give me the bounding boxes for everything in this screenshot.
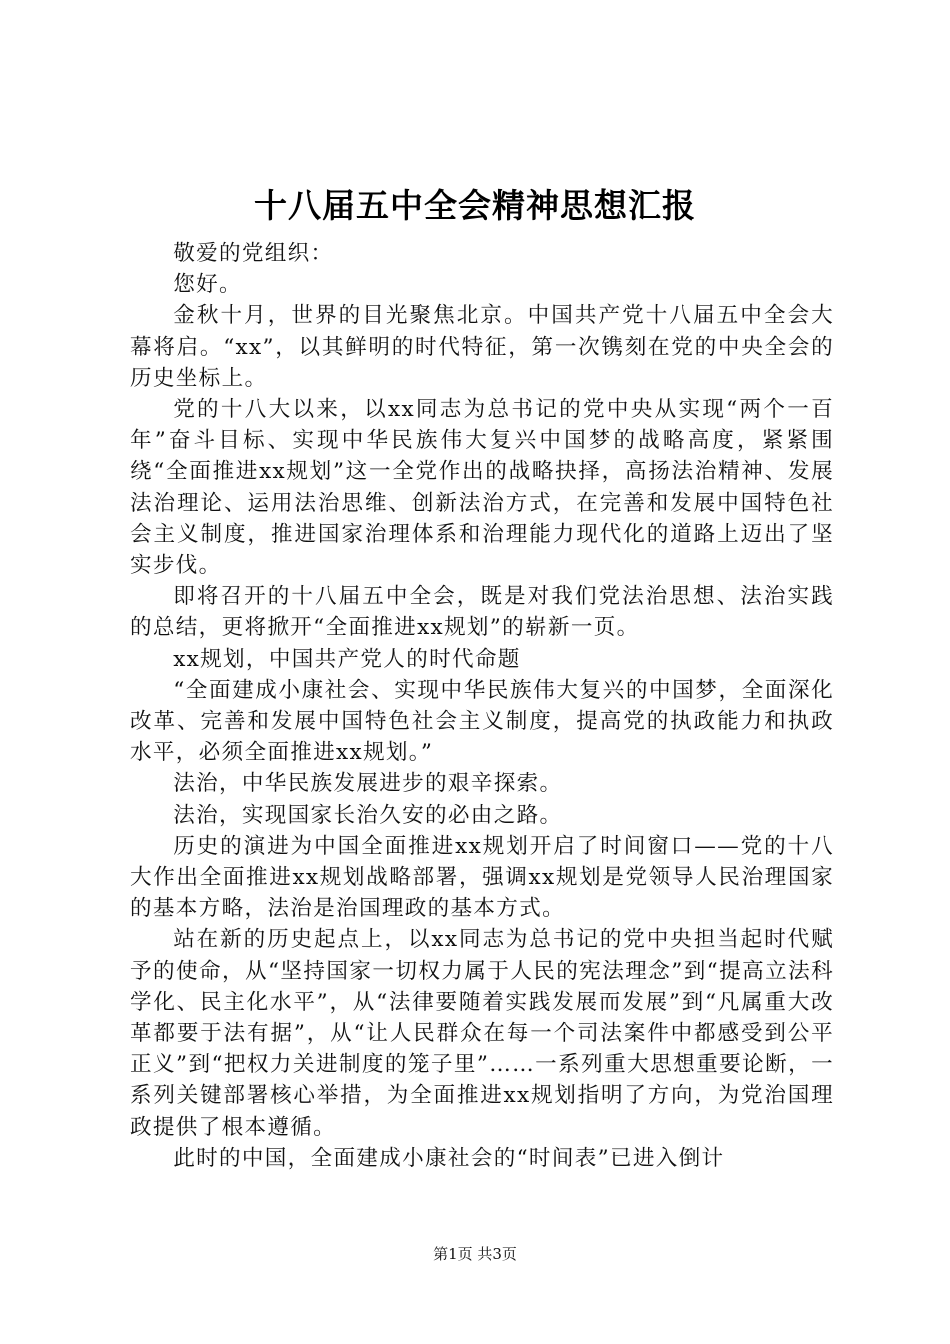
paragraph: 法治，中华民族发展进步的艰辛探索。 (173, 771, 563, 797)
page-footer: 第1页 共3页 (433, 1245, 517, 1263)
paragraph: 站在新的历史起点上，以xx同志为总书记的党中央担当起时代赋予的使命，从“坚持国家一切权力属于人民的宪法理念”到“提高立法科学化、民主化水平”，从“法律要随着实践发展而发展”到“凡属重大改革都要于法有据”，从“让人民群众在每一个司法案件中都感受到公平正义”到“把权力关进制度的笼子里”……一系列重大思想重要论断，一系列关键部署核心举措，为全面推进xx规划指明了方向，为党治国理政提供了根本遵循。 (130, 927, 834, 1140)
paragraph: 历史的演进为中国全面推进xx规划开启了时间窗口——党的十八大作出全面推进xx规划战略部署，强调xx规划是党领导人民治理国家的基本方略，法治是治国理政的基本方式。 (130, 833, 834, 922)
document-body (130, 238, 834, 1174)
paragraph: 此时的中国，全面建成小康社会的“时间表”已进入倒计 (173, 1145, 725, 1171)
paragraph-greeting: 您好。 (173, 272, 242, 298)
document-title: 十八届五中全会精神思想汇报 (254, 186, 696, 225)
paragraph: 金秋十月，世界的目光聚焦北京。中国共产党十八届五中全会大幕将启。“xx”，以其鲜明的时代特征，第一次镌刻在党的中央全会的历史坐标上。 (130, 303, 834, 391)
section-heading: xx规划，中国共产党人的时代命题 (173, 646, 521, 672)
paragraph-quote: “全面建成小康社会、实现中华民族伟大复兴的中国梦，全面深化改革、完善和发展中国特色社会主义制度，提高党的执政能力和执政水平，必须全面推进xx规划。” (130, 677, 834, 766)
paragraph: 即将召开的十八届五中全会，既是对我们党法治思想、法治实践的总结，更将掀开“全面推进xx规划”的崭新一页。 (130, 584, 834, 641)
paragraph: 党的十八大以来，以xx同志为总书记的党中央从实现“两个一百年”奋斗目标、实现中华民族伟大复兴中国梦的战略高度，紧紧围绕“全面推进xx规划”这一全党作出的战略抉择，高扬法治精神、发展法治理论、运用法治思维、创新法治方式，在完善和发展中国特色社会主义制度，推进国家治理体系和治理能力现代化的道路上迈出了坚实步伐。 (130, 397, 834, 579)
paragraph-salutation: 敬爱的党组织： (173, 241, 334, 266)
paragraph: 法治，实现国家长治久安的必由之路。 (173, 802, 563, 828)
